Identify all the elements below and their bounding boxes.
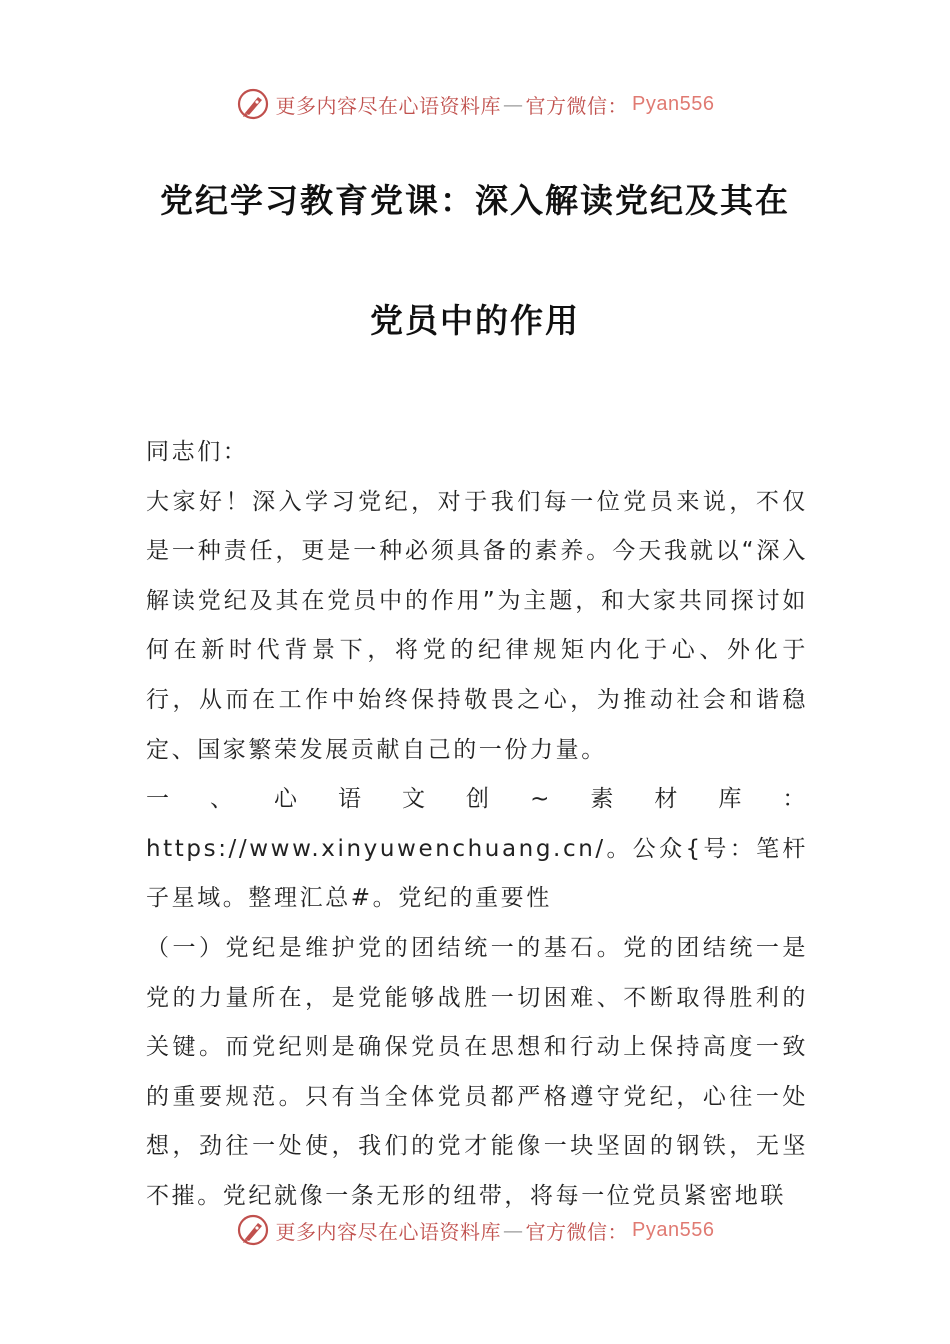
body-paragraph-2: 一、心语文创~素材库：https://www.xinyuwenchuang.cn/。公众{号：笔杆子星域。整理汇总#。党纪的重要性: [146, 786, 808, 912]
footer-watermark: [0, 1210, 950, 1250]
watermark-dash: —: [503, 1218, 524, 1242]
watermark-suffix: 官方微信：: [525, 93, 629, 118]
watermark-text: 更多内容尽在心语资料库: [275, 93, 502, 118]
document-title-line-1: 党纪学习教育党课：深入解读党纪及其在: [160, 181, 790, 220]
body-paragraph-1: 大家好！深入学习党纪，对于我们每一位党员来说，不仅是一种责任，更是一种必须具备的素养。今天我就以“深入解读党纪及其在党员中的作用”为主题，和大家共同探讨如何在新时代背景下，将党的纪律规矩内化于心、外化于行，从而在工作中始终保持敬畏之心，为推动社会和谐稳定、国家繁荣发展贡献自己的一份力量。: [146, 488, 808, 763]
body-paragraph-3: （一）党纪是维护党的团结统一的基石。党的团结统一是党的力量所在，是党能够战胜一切困难、不断取得胜利的关键。而党纪则是确保党员在思想和行动上保持高度一致的重要规范。只有当全体党员都严格遵守党纪，心往一处想，劲往一处使，我们的党才能像一块坚固的钢铁，无坚不摧。党纪就像一条无形的纽带，将每一位党员紧密地联: [146, 934, 808, 1209]
pen-nib-logo-icon: [236, 87, 270, 121]
watermark-wechat-id: Pyan556: [632, 1218, 715, 1241]
watermark-dash: —: [503, 92, 524, 116]
pen-nib-logo-icon: [236, 1213, 270, 1247]
document-body: [146, 428, 808, 1222]
watermark-suffix: 官方微信：: [525, 1219, 629, 1244]
header-watermark: [0, 84, 950, 124]
document-title-line-2: 党员中的作用: [370, 301, 580, 340]
watermark-text: 更多内容尽在心语资料库: [275, 1219, 502, 1244]
watermark-wechat-id: Pyan556: [632, 92, 715, 115]
salutation: 同志们：: [146, 439, 249, 465]
